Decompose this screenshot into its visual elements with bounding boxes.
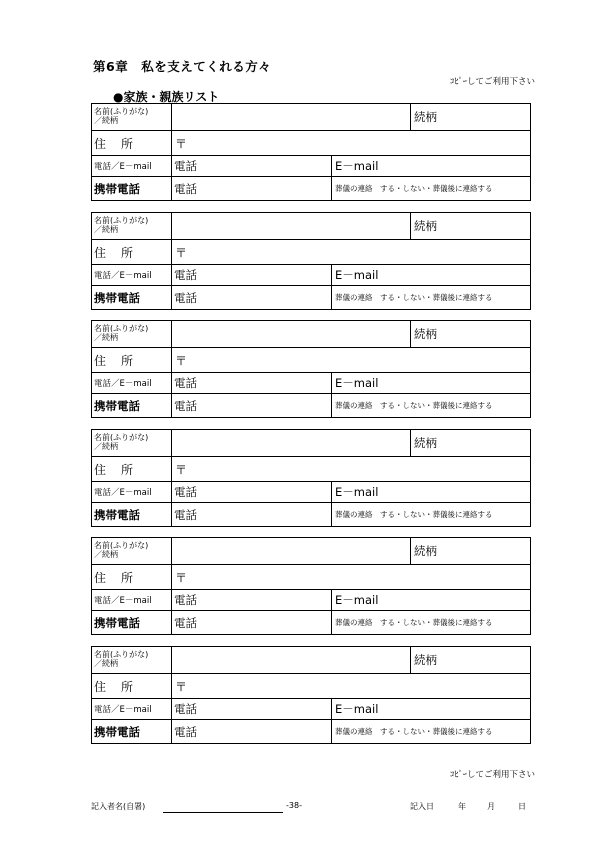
phone-email-label: 電話／E－mail xyxy=(92,699,172,719)
email-field[interactable] xyxy=(332,265,530,285)
name-row xyxy=(92,538,530,565)
name-label: 名前(ふりがな) ／続柄 xyxy=(92,647,172,673)
name-field[interactable] xyxy=(172,213,411,239)
phone-label: 電話 xyxy=(174,593,197,607)
phone-email-label: 電話／E－mail xyxy=(92,265,172,285)
funeral-contact-options[interactable]: 葬儀の連絡 する・しない・葬儀後に連絡する xyxy=(335,293,493,302)
contact-form-2 xyxy=(91,212,531,310)
address-label: 住 所 xyxy=(92,674,172,698)
name-row xyxy=(92,430,530,457)
section-title: ●家族・親族リスト xyxy=(113,90,220,104)
relationship-label: 続柄 xyxy=(414,653,437,667)
date-month: 月 xyxy=(487,802,495,811)
phone-field[interactable] xyxy=(172,373,332,393)
address-label: 住 所 xyxy=(92,348,172,372)
address-row xyxy=(92,131,530,156)
date-year: 年 xyxy=(458,802,466,811)
mobile-phone-label: 電話 xyxy=(174,615,197,630)
chapter-title: 第6章 私を支えてくれる方々 xyxy=(93,59,272,74)
mobile-label: 携帯電話 xyxy=(92,286,172,309)
name-label: 名前(ふりがな) ／続柄 xyxy=(92,213,172,239)
name-label: 名前(ふりがな) ／続柄 xyxy=(92,430,172,456)
contact-form-1 xyxy=(91,103,531,201)
mobile-label: 携帯電話 xyxy=(92,720,172,743)
relationship-label: 続柄 xyxy=(414,219,437,233)
address-label: 住 所 xyxy=(92,457,172,481)
mobile-phone-label: 電話 xyxy=(174,398,197,413)
phone-field[interactable] xyxy=(172,699,332,719)
address-field[interactable] xyxy=(172,457,530,481)
relationship-label: 続柄 xyxy=(414,436,437,450)
postal-mark: 〒 xyxy=(175,462,188,477)
name-field[interactable] xyxy=(172,647,411,673)
email-label: E－mail xyxy=(335,485,379,499)
postal-mark: 〒 xyxy=(175,679,188,694)
email-label: E－mail xyxy=(335,159,379,173)
funeral-contact-options[interactable]: 葬儀の連絡 する・しない・葬儀後に連絡する xyxy=(335,510,493,519)
phone-email-label: 電話／E－mail xyxy=(92,482,172,502)
address-field[interactable] xyxy=(172,131,530,155)
phone-field[interactable] xyxy=(172,482,332,502)
email-label: E－mail xyxy=(335,702,379,716)
name-field[interactable] xyxy=(172,321,411,347)
address-label: 住 所 xyxy=(92,131,172,155)
mobile-phone-label: 電話 xyxy=(174,507,197,522)
contact-form-4 xyxy=(91,429,531,527)
relationship-field[interactable] xyxy=(411,321,530,347)
mobile-row xyxy=(92,177,530,200)
email-field[interactable] xyxy=(332,590,530,610)
email-field[interactable] xyxy=(332,699,530,719)
postal-mark: 〒 xyxy=(175,136,188,151)
phone-email-row xyxy=(92,156,530,177)
mobile-field[interactable] xyxy=(172,177,332,200)
signer-label: 記入者名(自署) xyxy=(91,802,146,811)
phone-field[interactable] xyxy=(172,590,332,610)
phone-email-row xyxy=(92,699,530,720)
name-label: 名前(ふりがな) ／続柄 xyxy=(92,538,172,564)
address-field[interactable] xyxy=(172,348,530,372)
phone-field[interactable] xyxy=(172,156,332,176)
phone-label: 電話 xyxy=(174,268,197,282)
relationship-field[interactable] xyxy=(411,647,530,673)
phone-email-row xyxy=(92,482,530,503)
relationship-field[interactable] xyxy=(411,213,530,239)
name-field[interactable] xyxy=(172,538,411,564)
date-label: 記入日 xyxy=(410,802,434,811)
phone-email-row xyxy=(92,373,530,394)
mobile-field[interactable] xyxy=(172,503,332,526)
mobile-row xyxy=(92,611,530,634)
funeral-contact-options[interactable]: 葬儀の連絡 する・しない・葬儀後に連絡する xyxy=(335,401,493,410)
mobile-phone-label: 電話 xyxy=(174,181,197,196)
phone-email-label: 電話／E－mail xyxy=(92,156,172,176)
date-day: 日 xyxy=(518,802,526,811)
postal-mark: 〒 xyxy=(175,353,188,368)
mobile-field[interactable] xyxy=(172,394,332,417)
relationship-label: 続柄 xyxy=(414,544,437,558)
address-row xyxy=(92,565,530,590)
relationship-label: 続柄 xyxy=(414,327,437,341)
address-label: 住 所 xyxy=(92,565,172,589)
postal-mark: 〒 xyxy=(175,570,188,585)
mobile-field[interactable] xyxy=(172,611,332,634)
funeral-contact-options[interactable]: 葬儀の連絡 する・しない・葬儀後に連絡する xyxy=(335,727,493,736)
relationship-field[interactable] xyxy=(411,104,530,130)
funeral-contact-options[interactable]: 葬儀の連絡 する・しない・葬儀後に連絡する xyxy=(335,184,493,193)
contact-form-3 xyxy=(91,320,531,418)
name-row xyxy=(92,321,530,348)
page-number: -38- xyxy=(286,801,302,810)
address-row xyxy=(92,457,530,482)
mobile-field[interactable] xyxy=(172,720,332,743)
copy-note-bottom: ｺﾋﾟｰしてご利用下さい xyxy=(449,770,535,780)
email-field[interactable] xyxy=(332,373,530,393)
name-row xyxy=(92,213,530,240)
address-field[interactable] xyxy=(172,240,530,264)
relationship-field[interactable] xyxy=(411,538,530,564)
name-label: 名前(ふりがな) ／続柄 xyxy=(92,104,172,130)
phone-field[interactable] xyxy=(172,265,332,285)
phone-email-row xyxy=(92,590,530,611)
mobile-field[interactable] xyxy=(172,286,332,309)
phone-email-label: 電話／E－mail xyxy=(92,590,172,610)
address-row xyxy=(92,674,530,699)
mobile-phone-label: 電話 xyxy=(174,724,197,739)
address-row xyxy=(92,240,530,265)
email-label: E－mail xyxy=(335,376,379,390)
name-field[interactable] xyxy=(172,430,411,456)
phone-label: 電話 xyxy=(174,485,197,499)
email-label: E－mail xyxy=(335,268,379,282)
funeral-contact-options[interactable]: 葬儀の連絡 する・しない・葬儀後に連絡する xyxy=(335,618,493,627)
email-label: E－mail xyxy=(335,593,379,607)
name-row xyxy=(92,647,530,674)
address-field[interactable] xyxy=(172,674,530,698)
postal-mark: 〒 xyxy=(175,245,188,260)
mobile-label: 携帯電話 xyxy=(92,177,172,200)
copy-note-top: ｺﾋﾟｰしてご利用下さい xyxy=(449,77,535,87)
email-field[interactable] xyxy=(332,156,530,176)
mobile-phone-label: 電話 xyxy=(174,290,197,305)
phone-email-row xyxy=(92,265,530,286)
relationship-field[interactable] xyxy=(411,430,530,456)
address-label: 住 所 xyxy=(92,240,172,264)
contact-form-6 xyxy=(91,646,531,744)
phone-label: 電話 xyxy=(174,159,197,173)
email-field[interactable] xyxy=(332,482,530,502)
phone-label: 電話 xyxy=(174,376,197,390)
mobile-row xyxy=(92,720,530,743)
address-field[interactable] xyxy=(172,565,530,589)
contact-form-5 xyxy=(91,537,531,635)
relationship-label: 続柄 xyxy=(414,110,437,124)
mobile-label: 携帯電話 xyxy=(92,394,172,417)
mobile-row xyxy=(92,503,530,526)
mobile-row xyxy=(92,286,530,309)
mobile-row xyxy=(92,394,530,417)
phone-email-label: 電話／E－mail xyxy=(92,373,172,393)
address-row xyxy=(92,348,530,373)
mobile-label: 携帯電話 xyxy=(92,611,172,634)
name-field[interactable] xyxy=(172,104,411,130)
phone-label: 電話 xyxy=(174,702,197,716)
mobile-label: 携帯電話 xyxy=(92,503,172,526)
name-row xyxy=(92,104,530,131)
signer-signature-line[interactable] xyxy=(163,812,283,813)
name-label: 名前(ふりがな) ／続柄 xyxy=(92,321,172,347)
